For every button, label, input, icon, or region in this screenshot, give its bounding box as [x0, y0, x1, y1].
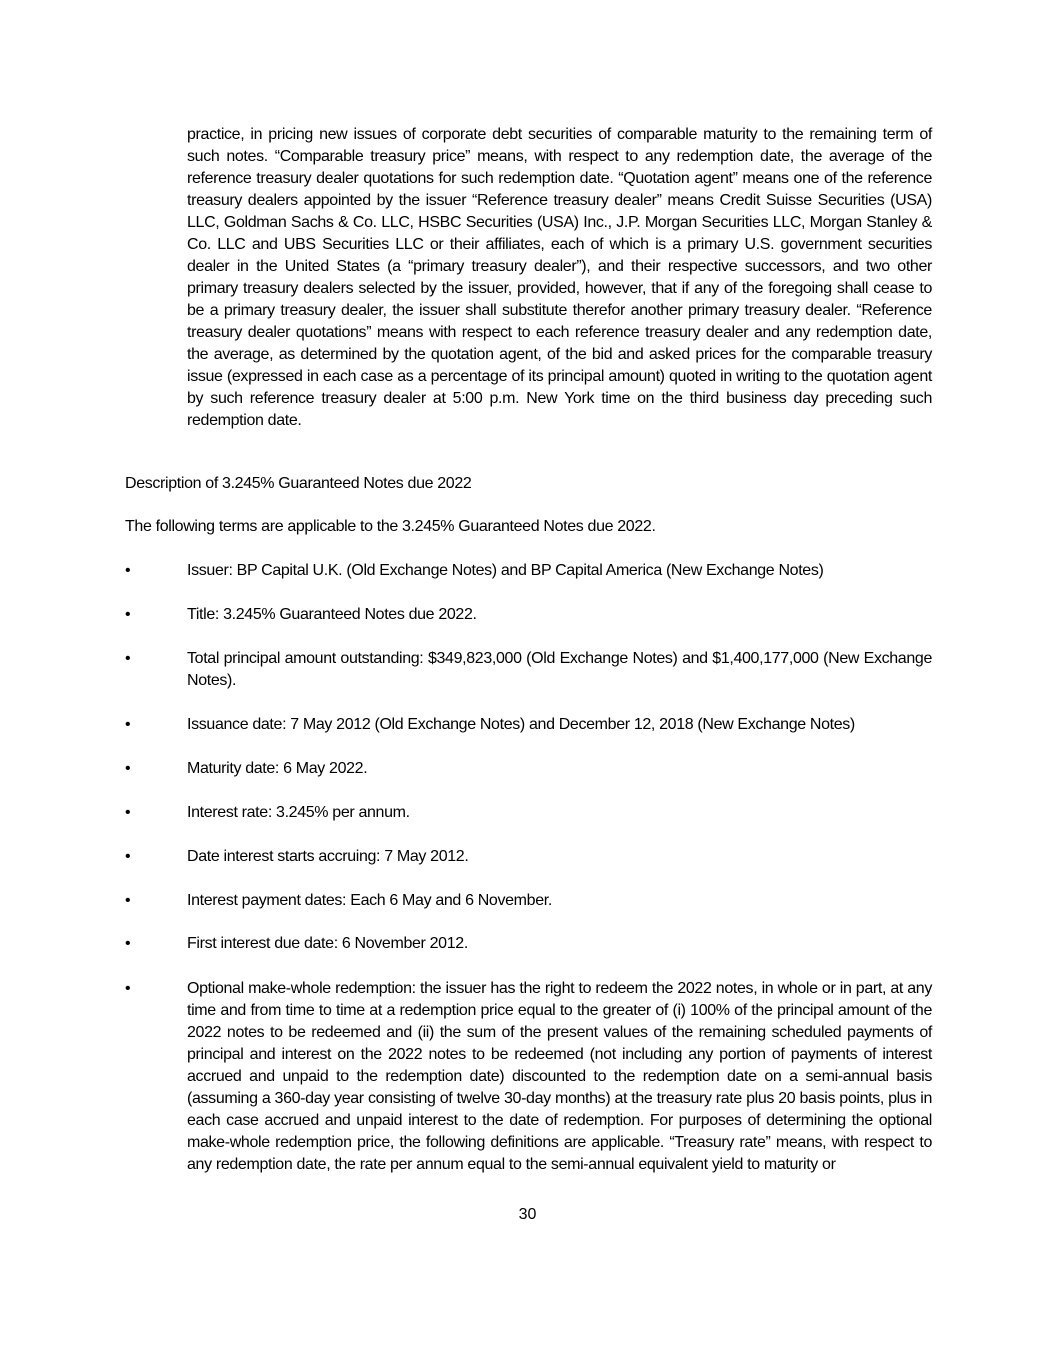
list-item — [125, 560, 932, 582]
list-item-text: Issuer: BP Capital U.K. (Old Exchange Notes) and BP Capital America (New Exchange Notes) — [187, 562, 824, 579]
page-number: 30 — [518, 1206, 537, 1223]
bullet-icon: • — [125, 892, 131, 909]
bullet-icon: • — [125, 848, 131, 865]
list-item-text: Date interest starts accruing: 7 May 2012. — [187, 848, 469, 865]
list-item-text: Issuance date: 7 May 2012 (Old Exchange Notes) and December 12, 2018 (New Exchange Notes) — [187, 716, 855, 733]
bullet-icon: • — [125, 804, 131, 821]
list-item — [125, 933, 932, 955]
bullet-icon: • — [125, 562, 131, 579]
list-item-text: First interest due date: 6 November 2012. — [187, 935, 468, 952]
intro-paragraph: The following terms are applicable to the 3.245% Guaranteed Notes due 2022. — [125, 518, 656, 535]
list-item — [125, 758, 932, 780]
bullet-icon: • — [125, 935, 131, 952]
list-item — [125, 802, 932, 824]
list-item — [125, 604, 932, 626]
list-item-text: Interest rate: 3.245% per annum. — [187, 804, 410, 821]
list-item — [125, 890, 932, 912]
list-item-text: Optional make-whole redemption: the issuer has the right to redeem the 2022 notes, in whole or in part, at any time and from time to time at a redemption price equal to the greater of (i) 100% of the principal amount of the 2022 notes to be redeemed and (ii) the sum of the present values of the remaining scheduled payments of principal and interest on the 2022 notes to be redeemed (not including any portion of payments of interest accrued and unpaid to the redemption date) discounted to the redemption date on a semi-annual basis (assuming a 360-day year consisting of twelve 30-day months) at the treasury rate plus 20 basis points, plus in each case accrued and unpaid interest to the date of redemption. For purposes of determining the optional make-whole redemption price, the following definitions are applicable. “Treasury rate” means, with respect to any redemption date, the rate per annum equal to the semi-annual equivalent yield to maturity or — [187, 980, 932, 1173]
list-item-text: Interest payment dates: Each 6 May and 6 November. — [187, 892, 552, 909]
bullet-icon: • — [125, 716, 131, 733]
section-heading: Description of 3.245% Guaranteed Notes due 2022 — [125, 475, 472, 492]
bullet-icon: • — [125, 650, 131, 667]
list-item — [125, 648, 932, 692]
continuation-paragraph: practice, in pricing new issues of corporate debt securities of comparable maturity to the remaining term of such notes. “Comparable treasury price” means, with respect to any redemption date, the average of the reference treasury dealer quotations for such redemption date. “Quotation agent” means one of the reference treasury dealers appointed by the issuer “Reference treasury dealer” means Credit Suisse Securities (USA) LLC, Goldman Sachs & Co. LLC, HSBC Securities (USA) Inc., J.P. Morgan Securities LLC, Morgan Stanley & Co. LLC and UBS Securities LLC or their affiliates, each of which is a primary U.S. government securities dealer in the United States (a “primary treasury dealer”), and their respective successors, and two other primary treasury dealers selected by the issuer, provided, however, that if any of the foregoing shall cease to be a primary treasury dealer, the issuer shall substitute therefor another primary treasury dealer. “Reference treasury dealer quotations” means with respect to each reference treasury dealer and any redemption date, the average, as determined by the quotation agent, of the bid and asked prices for the comparable treasury issue (expressed in each case as a percentage of its principal amount) quoted in writing to the quotation agent by such reference treasury dealer at 5:00 p.m. New York time on the third business day preceding such redemption date. — [187, 126, 932, 429]
list-item-text: Title: 3.245% Guaranteed Notes due 2022. — [187, 606, 477, 623]
list-item-text: Total principal amount outstanding: $349,823,000 (Old Exchange Notes) and $1,400,177,000 (New Exchange Notes). — [187, 650, 932, 689]
bullet-icon: • — [125, 980, 131, 997]
list-item — [125, 846, 932, 868]
list-item — [125, 978, 932, 1176]
list-item — [125, 714, 932, 736]
bullet-icon: • — [125, 606, 131, 623]
list-item-text: Maturity date: 6 May 2022. — [187, 760, 368, 777]
bullet-icon: • — [125, 760, 131, 777]
